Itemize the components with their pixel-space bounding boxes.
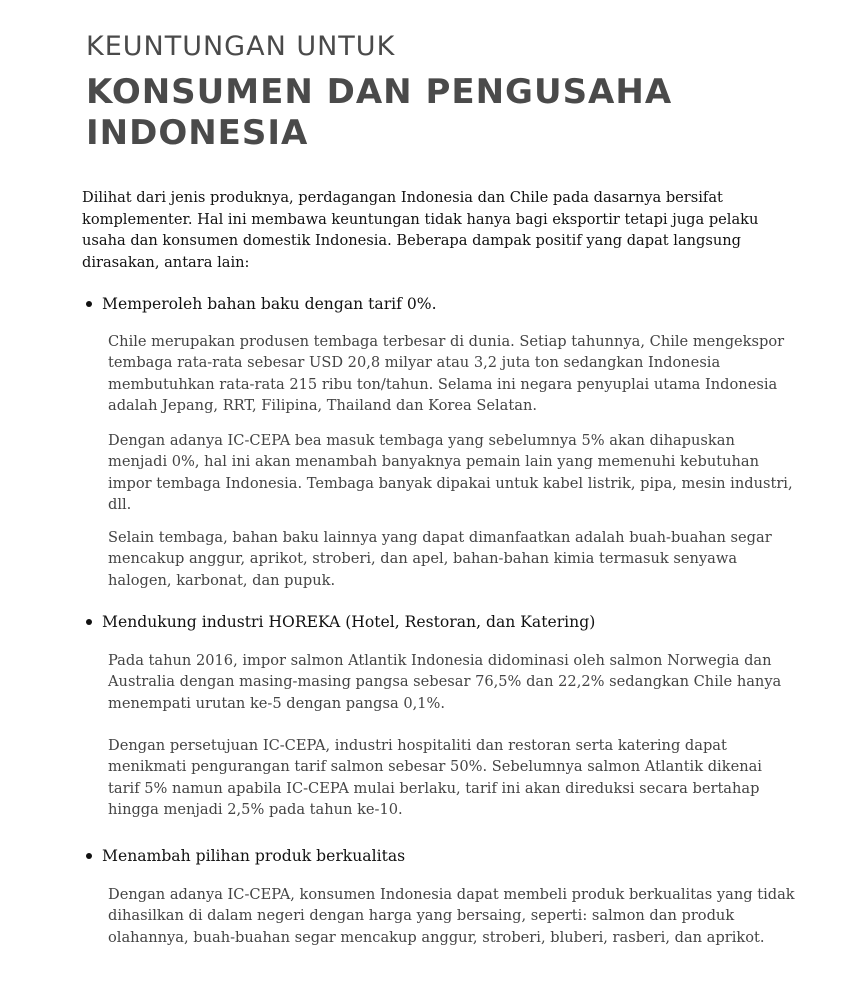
paragraph-copper-tariff: Dengan adanya IC-CEPA bea masuk tembaga yang sebelumnya 5% akan dihapuskan menjadi 0%, hal ini akan menambah banyaknya pemain lain yang memenuhi kebutuhan impor tembaga Indonesia. Tembaga banyak dipakai untuk kabel listrik, pipa, mesin industri, dll. xyxy=(108,432,793,513)
bullet-heading-text: Mendukung industri HOREKA (Hotel, Restoran, dan Katering) xyxy=(102,613,596,631)
paragraph-salmon-imports: Pada tahun 2016, impor salmon Atlantik Indonesia didominasi oleh salmon Norwegia dan Australia dengan masing-masing pangsa sebesar 76,5% dan 22,2% sedangkan Chile hanya menempati urutan ke-5 dengan pangsa 0,1%. xyxy=(108,652,782,712)
paragraph-salmon-tariff: Dengan persetujuan IC-CEPA, industri hospitaliti dan restoran serta katering dapat menikmati pengurangan tarif salmon sebesar 50%. Sebelumnya salmon Atlantik dikenai tarif 5% namun apabila IC-CEPA mulai berlaku, tarif ini akan direduksi secara bertahap hingga menjadi 2,5% pada tahun ke-10. xyxy=(108,737,762,818)
bullet-heading-raw-material xyxy=(86,293,786,315)
intro-paragraph: Dilihat dari jenis produknya, perdagangan Indonesia dan Chile pada dasarnya bersifat komplementer. Hal ini membawa keuntungan tidak hanya bagi eksportir tetapi juga pelaku usaha dan konsumen domestik Indonesia. Beberapa dampak positif yang dapat langsung dirasakan, antara lain: xyxy=(82,189,759,271)
bullet-dot-icon xyxy=(86,619,92,625)
page-title: KONSUMEN DAN PENGUSAHA INDONESIA xyxy=(86,72,673,153)
bullet-dot-icon xyxy=(86,853,92,859)
page-kicker: KEUNTUNGAN UNTUK xyxy=(86,31,396,62)
bullet-heading-quality-products xyxy=(86,845,786,867)
paragraph-quality-products: Dengan adanya IC-CEPA, konsumen Indonesia dapat membeli produk berkualitas yang tidak dihasilkan di dalam negeri dengan harga yang bersaing, seperti: salmon dan produk olahannya, buah-buahan segar mencakup anggur, stroberi, bluberi, rasberi, dan aprikot. xyxy=(108,886,795,946)
bullet-heading-horeka xyxy=(86,611,786,633)
paragraph-other-materials: Selain tembaga, bahan baku lainnya yang dapat dimanfaatkan adalah buah-buahan segar mencakup anggur, aprikot, stroberi, dan apel, bahan-bahan kimia termasuk senyawa halogen, karbonat, dan pupuk. xyxy=(108,529,772,589)
bullet-heading-text: Memperoleh bahan baku dengan tarif 0%. xyxy=(102,295,437,313)
paragraph-copper-producer: Chile merupakan produsen tembaga terbesar di dunia. Setiap tahunnya, Chile mengekspor tembaga rata-rata sebesar USD 20,8 milyar atau 3,2 juta ton sedangkan Indonesia membutuhkan rata-rata 215 ribu ton/tahun. Selama ini negara penyuplai utama Indonesia adalah Jepang, RRT, Filipina, Thailand dan Korea Selatan. xyxy=(108,333,785,414)
bullet-dot-icon xyxy=(86,301,92,307)
bullet-heading-text: Menambah pilihan produk berkualitas xyxy=(102,847,406,865)
